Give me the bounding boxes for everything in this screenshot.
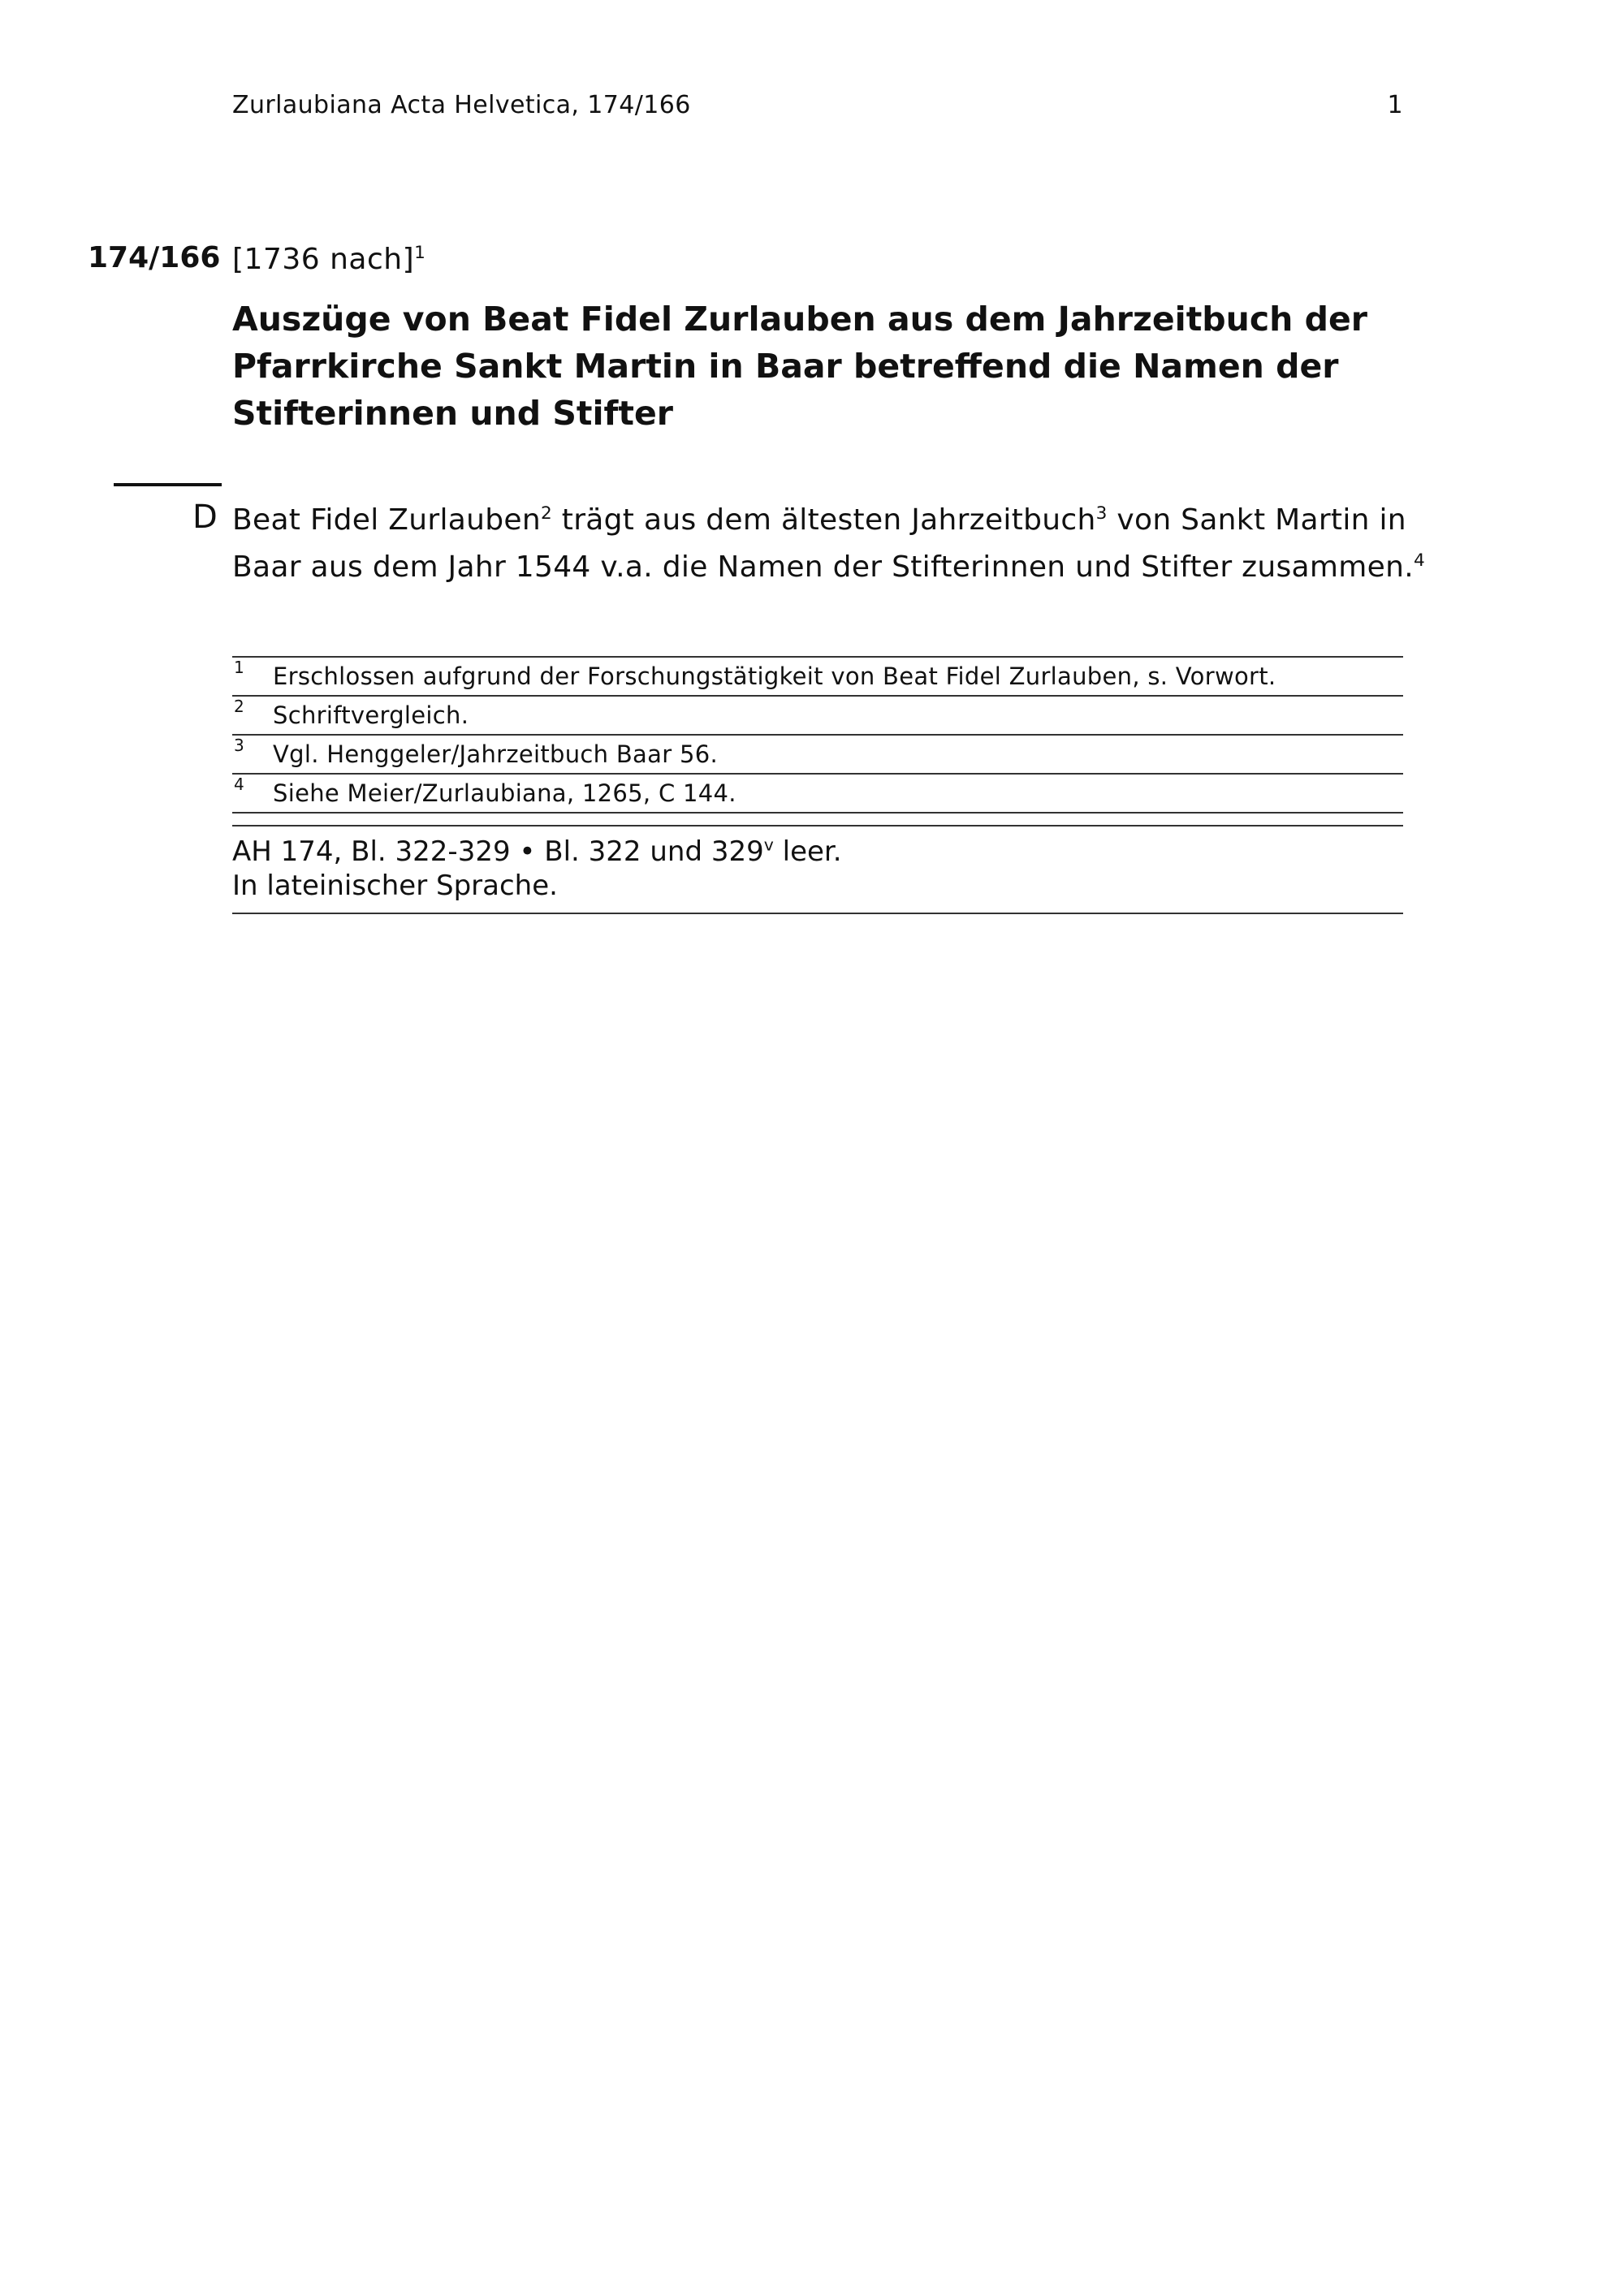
page-number: 1: [1387, 91, 1403, 119]
footnote-marker: 2: [234, 697, 244, 716]
body-text-part: Beat Fidel Zurlauben: [232, 503, 541, 537]
footnote-3: [232, 736, 1403, 775]
footnote-ref-3[interactable]: 3: [1095, 503, 1108, 524]
footnote-ref-2[interactable]: 2: [540, 503, 553, 524]
body-line-2: [232, 544, 1425, 591]
running-header: [232, 91, 1403, 123]
source-block: [232, 825, 1403, 914]
footnote-marker: 4: [234, 775, 244, 794]
body-text-part: von Sankt Martin in: [1107, 503, 1406, 537]
entry-title-line-1: Auszüge von Beat Fidel Zurlauben aus dem Jahrzeitbuch der: [232, 300, 1367, 339]
body-text-part: Baar aus dem Jahr 1544 v.a. die Namen der Stifterinnen und Stifter zusammen.: [232, 550, 1414, 584]
footnote-2: [232, 697, 1403, 736]
footnote-ref-4[interactable]: 4: [1413, 550, 1425, 571]
entry-date-text: [1736 nach]: [232, 243, 415, 276]
entry-title-line-2: Pfarrkirche Sankt Martin in Baar betreffend die Namen der: [232, 347, 1339, 386]
entry-title-line-3: Stifterinnen und Stifter: [232, 394, 673, 433]
header-title: Zurlaubiana Acta Helvetica, 174/166: [232, 91, 691, 119]
footnote-marker: 3: [234, 736, 244, 755]
entry-title: [232, 296, 1367, 437]
margin-letter: D: [192, 498, 218, 536]
source-line-2: In lateinischer Sprache.: [232, 870, 558, 902]
footnote-ref-1[interactable]: 1: [414, 243, 426, 263]
footnote-marker: 1: [234, 658, 244, 677]
entry-body: [232, 497, 1425, 591]
footnote-text: Vgl. Henggeler/Jahrzeitbuch Baar 56.: [273, 740, 718, 768]
verso-superscript: v: [763, 835, 774, 855]
source-text: AH 174, Bl. 322-329 • Bl. 322 und 329: [232, 835, 764, 868]
margin-rule: [114, 483, 222, 486]
footnote-text: Erschlossen aufgrund der Forschungstätigkeit von Beat Fidel Zurlauben, s. Vorwort.: [273, 662, 1276, 690]
source-line-1: [232, 835, 1403, 869]
body-text-part: trägt aus dem ältesten Jahrzeitbuch: [552, 503, 1096, 537]
footnote-text: Schriftvergleich.: [273, 701, 469, 729]
footnote-text: Siehe Meier/Zurlaubiana, 1265, C 144.: [273, 779, 736, 807]
footnote-4: [232, 775, 1403, 814]
footnote-1: [232, 658, 1403, 697]
entry-number: 174/166: [88, 241, 221, 274]
footnotes: [232, 656, 1403, 814]
source-text: leer.: [773, 835, 842, 868]
body-line-1: [232, 497, 1406, 544]
entry-date: [232, 243, 425, 276]
